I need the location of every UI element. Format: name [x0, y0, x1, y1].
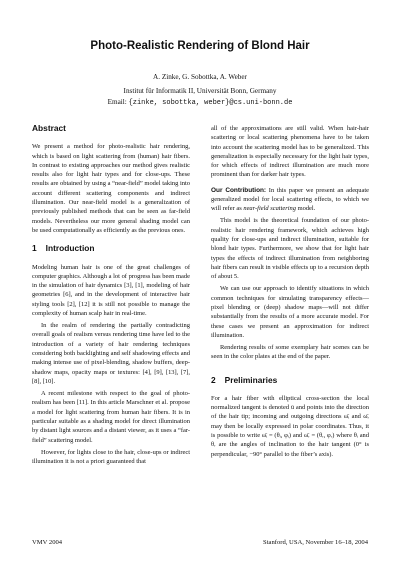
section-number: 1 — [32, 243, 37, 254]
preliminaries-heading — [211, 376, 369, 385]
intro-paragraph: However, for lights close to the hair, close-ups or indirect illumination it is not a priori guaranteed that — [32, 448, 190, 465]
section-title: Preliminaries — [224, 374, 278, 385]
body-paragraph: Rendering results of some exemplary hair scenes can be seen in the color plates at the end of the paper. — [211, 343, 369, 361]
body-paragraph: We can use our approach to identify situations in which common techniques for simulating transparency effects—pixel blending or (deep) shadow maps—will not differ substantially from the results of a more accurate model. For these cases we present an approximation for indirect illumination. — [211, 285, 369, 339]
preliminaries-text: For a hair fiber with elliptical cross-section the local normalized tangent is denoted ū and points into the direction of the hair tip; incoming and outgoing directions ω̄ᵢ and ω̄ᵣ may then be locally expressed in polar coordinates. Thus, it is possible to write ω̄ᵢ = (θᵢ, φᵢ) and ω̄ᵣ = (θᵣ, φᵣ) where θᵢ and θᵣ are the angles of inclination to the hair tangent (0° is perpendicular, −90° parallel to the fiber’s axis). — [211, 394, 369, 458]
intro-continued: all of the approximations are still valid. When hair-hair scattering or local scattering phenomena have to be taken into account the scattering model has to be generalized. This generalization is especially necessary for the light hair types, for which effects of indirect illumination are much more prominent than for darker hair types. — [211, 125, 369, 179]
footer-venue: VMV 2004 — [32, 539, 63, 546]
paper-title: Photo-Realistic Rendering of Blond Hair — [90, 40, 310, 52]
left-column — [32, 124, 190, 469]
contribution-text: In this paper we present an adequate generalized model for local scattering effects, to which we will refer as — [211, 186, 369, 213]
contribution-label: Our Contribution: — [211, 186, 267, 194]
contribution-text-end: model. — [297, 205, 316, 213]
intro-paragraph: In the realm of rendering the partially contradicting overall goals of realism versus rendering time have led to the introduction of a variety of hair rendering techniques considering both backlighting and self shadowing effects and making intense use of pixel-blending, shadow buffers, deep-shadow maps, opacity maps or textures: [4], [9], [13], [7], [8], [10]. — [32, 322, 190, 385]
author-list: A. Zinke, G. Sobottka, A. Weber — [153, 73, 247, 81]
body-paragraph: This model is the theoretical foundation of our photo-realistic hair rendering framework, which achieves high quality for close-ups and indirect illumination, suitable for blond hair types. Furthermore, we show that for light hair types the effects of indirect illumination from neighboring hair fibers can result in visible effects up to a recursion depth of about 5. — [211, 217, 369, 281]
section-number: 2 — [211, 374, 216, 385]
introduction-heading — [32, 244, 190, 253]
contribution-paragraph — [211, 186, 369, 214]
email-address[interactable]: {zinke, sobottka, weber}@cs.uni-bonn.de — [128, 99, 293, 107]
affiliation: Institut für Informatik II, Universität Bonn, Germany — [123, 87, 277, 95]
footer-location-date: Stanford, USA, November 16–18, 2004 — [263, 539, 368, 546]
section-title: Introduction — [45, 243, 95, 254]
intro-paragraph: Modeling human hair is one of the great challenges of computer graphics. Although a lot of progress has been made in the simulation of hair dynamics [3], [1], modeling of hair geometries [6], and in the development of interactive hair styling tools [2], [12] it is still not possible to manage the complexity of human scalp hair in real-time. — [32, 263, 190, 318]
abstract-text: We present a method for photo-realistic hair rendering, which is based on light scattering from (human) hair fibers. In contrast to existing approaches our method gives realistic results also for light hair types and for close-ups. These results are obtained by using a “near-field” model taking into account different scattering components and indirect illumination. Our near-field model is a generalization of previously published methods that can be seen as far-field models. Nevertheless our more general shading model can be used computationally as efficiently as the previous ones. — [32, 143, 190, 234]
abstract-heading: Abstract — [32, 123, 66, 133]
contribution-emphasis: near-field scattering — [243, 205, 296, 213]
affiliation-block — [0, 86, 400, 109]
email-line — [0, 97, 400, 109]
intro-paragraph: A recent milestone with respect to the goal of photo-realism has been [11]. In this article Marschner et al. propose a model for light scattering from human hair fibers. It is in particular suitable as a shading model for direct illumination by distant light sources and a distant viewer, as it uses a “far-field” scattering model. — [32, 390, 190, 444]
right-column — [211, 124, 369, 462]
email-label: Email: — [107, 98, 127, 106]
